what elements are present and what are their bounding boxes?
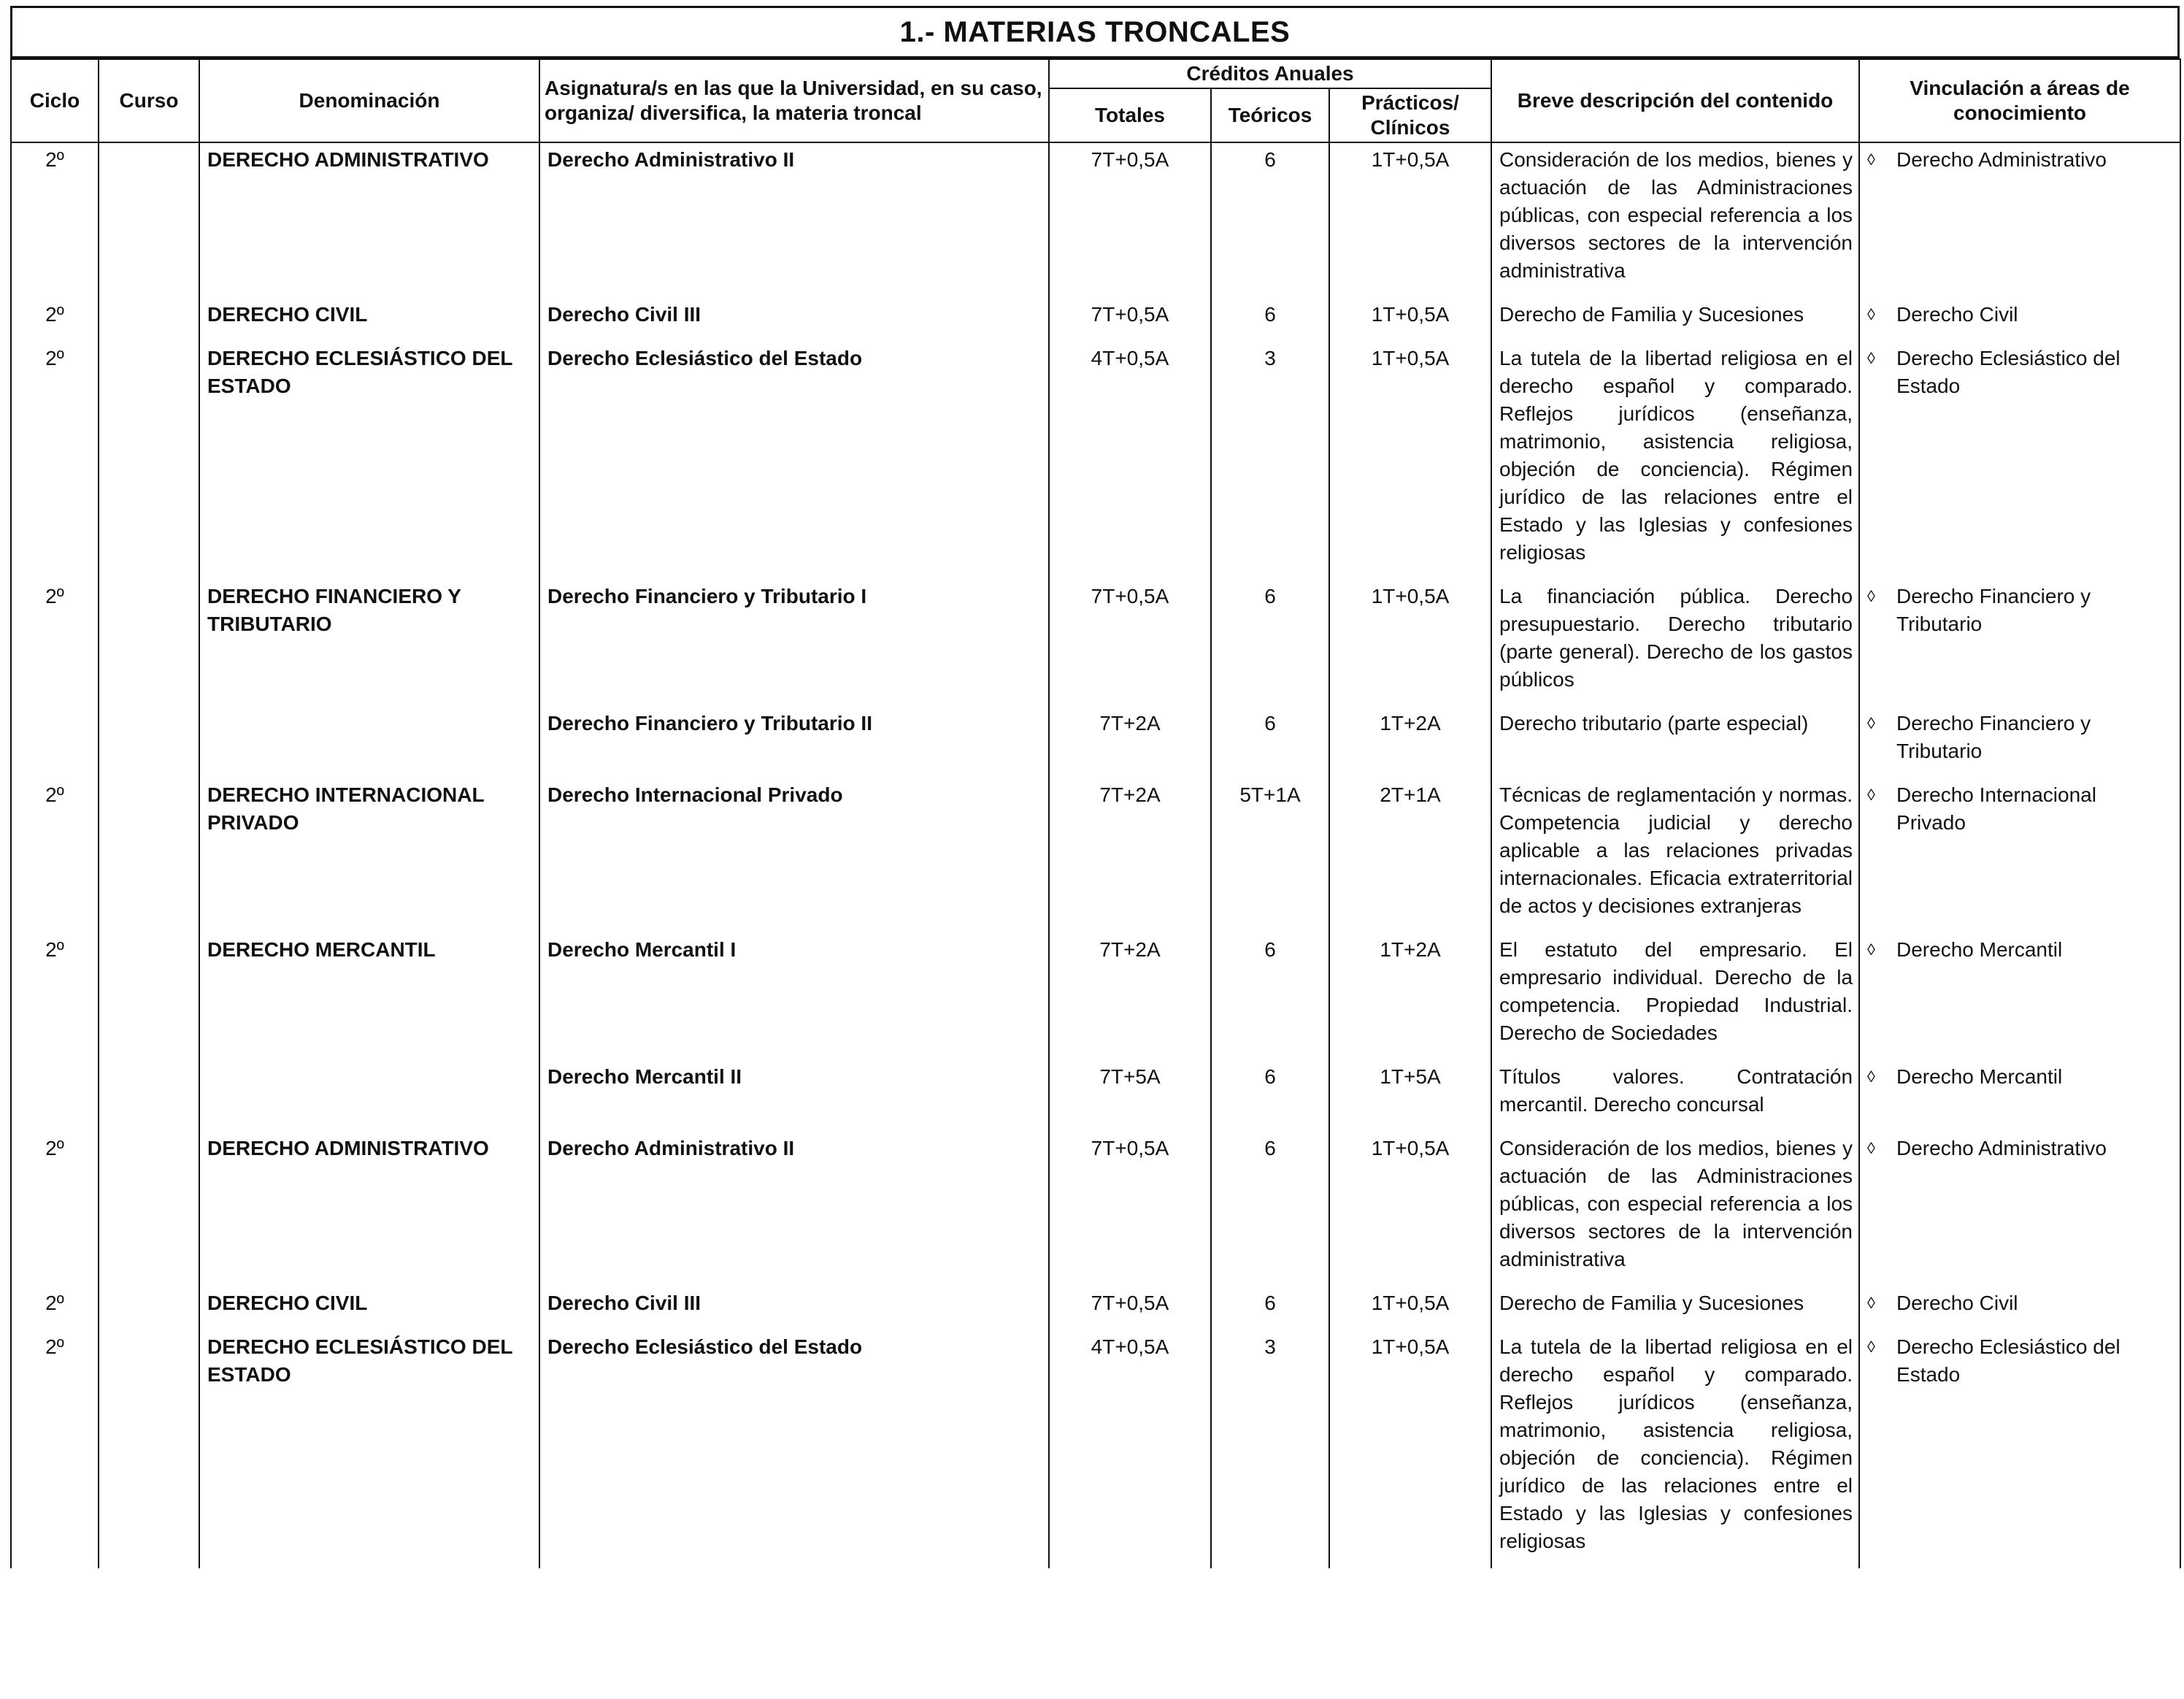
asignatura-cell: Derecho Internacional Privado xyxy=(539,778,1049,933)
creditos-teoricos-cell: 6 xyxy=(1211,1060,1329,1132)
table-row xyxy=(11,342,2180,580)
descripcion-cell: La financiación pública. Derecho presupuestario. Derecho tributario (parte general). Derecho de los gastos públicos xyxy=(1491,580,1859,707)
vinculacion-area: Derecho Financiero y Tributario xyxy=(1896,712,2091,762)
curso-cell xyxy=(99,1330,199,1568)
descripcion-cell: Derecho de Familia y Sucesiones xyxy=(1491,1286,1859,1330)
descripcion-cell: Derecho tributario (parte especial) xyxy=(1491,707,1859,778)
creditos-totales-cell: 7T+0,5A xyxy=(1049,580,1211,707)
curso-cell xyxy=(99,580,199,707)
diamond-bullet-icon: ◊ xyxy=(1867,305,1875,323)
diamond-bullet-icon: ◊ xyxy=(1867,587,1875,605)
header-curso: Curso xyxy=(99,59,199,142)
creditos-practicos-cell: 1T+0,5A xyxy=(1329,142,1491,298)
vinculacion-cell xyxy=(1859,342,2180,580)
table-row xyxy=(11,933,2180,1060)
diamond-bullet-icon: ◊ xyxy=(1867,940,1875,959)
document-sheet xyxy=(10,0,2181,1699)
ciclo-cell xyxy=(11,1060,99,1132)
table-row xyxy=(11,298,2180,342)
denominacion-cell: DERECHO CIVIL xyxy=(199,298,539,342)
table-row xyxy=(11,707,2180,778)
creditos-teoricos-cell: 6 xyxy=(1211,933,1329,1060)
creditos-teoricos-cell: 5T+1A xyxy=(1211,778,1329,933)
ciclo-cell xyxy=(11,707,99,778)
vinculacion-area: Derecho Administrativo xyxy=(1896,148,2107,171)
denominacion-cell: DERECHO ECLESIÁSTICO DEL ESTADO xyxy=(199,342,539,580)
ciclo-cell: 2º xyxy=(11,1330,99,1568)
vinculacion-cell xyxy=(1859,933,2180,1060)
asignatura-cell: Derecho Administrativo II xyxy=(539,1132,1049,1286)
creditos-teoricos-cell: 6 xyxy=(1211,707,1329,778)
diamond-bullet-icon: ◊ xyxy=(1867,150,1875,169)
table-row xyxy=(11,778,2180,933)
asignatura-cell: Derecho Mercantil I xyxy=(539,933,1049,1060)
diamond-bullet-icon: ◊ xyxy=(1867,1139,1875,1157)
denominacion-cell: DERECHO MERCANTIL xyxy=(199,933,539,1060)
asignatura-cell: Derecho Administrativo II xyxy=(539,142,1049,298)
header-practicos: Prácticos/ Clínicos xyxy=(1329,88,1491,142)
denominacion-cell: DERECHO ADMINISTRATIVO xyxy=(199,1132,539,1286)
creditos-practicos-cell: 1T+0,5A xyxy=(1329,1330,1491,1568)
curso-cell xyxy=(99,933,199,1060)
vinculacion-cell xyxy=(1859,1060,2180,1132)
descripcion-cell: Títulos valores. Contratación mercantil. Derecho concursal xyxy=(1491,1060,1859,1132)
vinculacion-area: Derecho Financiero y Tributario xyxy=(1896,585,2091,635)
asignatura-cell: Derecho Civil III xyxy=(539,298,1049,342)
header-asignatura: Asignatura/s en las que la Universidad, en su caso, organiza/ diversifica, la materia troncal xyxy=(539,59,1049,142)
asignatura-cell: Derecho Civil III xyxy=(539,1286,1049,1330)
vinculacion-area: Derecho Internacional Privado xyxy=(1896,783,2096,834)
ciclo-cell: 2º xyxy=(11,580,99,707)
header-denominacion: Denominación xyxy=(199,59,539,142)
descripcion-cell: Consideración de los medios, bienes y actuación de las Administraciones públicas, con especial referencia a los diversos sectores de la intervención administrativa xyxy=(1491,1132,1859,1286)
vinculacion-area: Derecho Civil xyxy=(1896,1292,2018,1314)
descripcion-cell: El estatuto del empresario. El empresario individual. Derecho de la competencia. Propiedad Industrial. Derecho de Sociedades xyxy=(1491,933,1859,1060)
table-header xyxy=(11,59,2180,142)
creditos-teoricos-cell: 3 xyxy=(1211,342,1329,580)
creditos-practicos-cell: 2T+1A xyxy=(1329,778,1491,933)
ciclo-cell: 2º xyxy=(11,1132,99,1286)
creditos-practicos-cell: 1T+0,5A xyxy=(1329,342,1491,580)
descripcion-cell: Técnicas de reglamentación y normas. Competencia judicial y derecho aplicable a las relaciones privadas internacionales. Eficacia extraterritorial de actos y decisiones extranjeras xyxy=(1491,778,1859,933)
descripcion-cell: Consideración de los medios, bienes y actuación de las Administraciones públicas, con especial referencia a los diversos sectores de la intervención administrativa xyxy=(1491,142,1859,298)
header-teoricos: Teóricos xyxy=(1211,88,1329,142)
creditos-teoricos-cell: 6 xyxy=(1211,142,1329,298)
vinculacion-cell xyxy=(1859,580,2180,707)
table-row xyxy=(11,1330,2180,1568)
denominacion-cell: DERECHO ADMINISTRATIVO xyxy=(199,142,539,298)
header-totales: Totales xyxy=(1049,88,1211,142)
ciclo-cell: 2º xyxy=(11,298,99,342)
ciclo-cell: 2º xyxy=(11,778,99,933)
ciclo-cell: 2º xyxy=(11,1286,99,1330)
table-row xyxy=(11,1132,2180,1286)
vinculacion-area: Derecho Eclesiástico del Estado xyxy=(1896,347,2120,397)
diamond-bullet-icon: ◊ xyxy=(1867,1294,1875,1312)
diamond-bullet-icon: ◊ xyxy=(1867,1067,1875,1086)
ciclo-cell: 2º xyxy=(11,342,99,580)
vinculacion-area: Derecho Civil xyxy=(1896,303,2018,326)
curso-cell xyxy=(99,1132,199,1286)
vinculacion-cell xyxy=(1859,1132,2180,1286)
descripcion-cell: La tutela de la libertad religiosa en el derecho español y comparado. Reflejos jurídicos (enseñanza, matrimonio, asistencia religiosa, objeción de conciencia). Régimen jurídico de las relaciones entre el Estado y las Iglesias y confesiones religiosas xyxy=(1491,1330,1859,1568)
creditos-practicos-cell: 1T+0,5A xyxy=(1329,580,1491,707)
descripcion-cell: Derecho de Familia y Sucesiones xyxy=(1491,298,1859,342)
diamond-bullet-icon: ◊ xyxy=(1867,1338,1875,1356)
diamond-bullet-icon: ◊ xyxy=(1867,714,1875,732)
vinculacion-area: Derecho Administrativo xyxy=(1896,1137,2107,1159)
creditos-practicos-cell: 1T+2A xyxy=(1329,707,1491,778)
creditos-totales-cell: 7T+0,5A xyxy=(1049,298,1211,342)
denominacion-cell xyxy=(199,707,539,778)
creditos-practicos-cell: 1T+0,5A xyxy=(1329,1286,1491,1330)
creditos-totales-cell: 7T+0,5A xyxy=(1049,142,1211,298)
creditos-totales-cell: 4T+0,5A xyxy=(1049,342,1211,580)
asignatura-cell: Derecho Eclesiástico del Estado xyxy=(539,342,1049,580)
creditos-teoricos-cell: 6 xyxy=(1211,298,1329,342)
creditos-teoricos-cell: 3 xyxy=(1211,1330,1329,1568)
table-row xyxy=(11,1286,2180,1330)
creditos-practicos-cell: 1T+5A xyxy=(1329,1060,1491,1132)
curso-cell xyxy=(99,298,199,342)
asignatura-cell: Derecho Financiero y Tributario II xyxy=(539,707,1049,778)
vinculacion-area: Derecho Mercantil xyxy=(1896,938,2063,961)
table-row xyxy=(11,142,2180,298)
materias-table xyxy=(10,58,2181,1568)
creditos-totales-cell: 7T+2A xyxy=(1049,707,1211,778)
curso-cell xyxy=(99,707,199,778)
denominacion-cell: DERECHO CIVIL xyxy=(199,1286,539,1330)
creditos-totales-cell: 7T+2A xyxy=(1049,778,1211,933)
vinculacion-cell xyxy=(1859,142,2180,298)
vinculacion-cell xyxy=(1859,778,2180,933)
header-breve-descripcion: Breve descripción del contenido xyxy=(1491,59,1859,142)
vinculacion-cell xyxy=(1859,298,2180,342)
curso-cell xyxy=(99,342,199,580)
denominacion-cell: DERECHO FINANCIERO Y TRIBUTARIO xyxy=(199,580,539,707)
ciclo-cell: 2º xyxy=(11,933,99,1060)
denominacion-cell xyxy=(199,1060,539,1132)
creditos-practicos-cell: 1T+0,5A xyxy=(1329,1132,1491,1286)
creditos-totales-cell: 7T+2A xyxy=(1049,933,1211,1060)
creditos-teoricos-cell: 6 xyxy=(1211,1286,1329,1330)
header-creditos-anuales: Créditos Anuales xyxy=(1049,59,1491,88)
curso-cell xyxy=(99,142,199,298)
creditos-practicos-cell: 1T+0,5A xyxy=(1329,298,1491,342)
creditos-totales-cell: 7T+0,5A xyxy=(1049,1286,1211,1330)
asignatura-cell: Derecho Financiero y Tributario I xyxy=(539,580,1049,707)
vinculacion-cell xyxy=(1859,1330,2180,1568)
curso-cell xyxy=(99,1286,199,1330)
denominacion-cell: DERECHO INTERNACIONAL PRIVADO xyxy=(199,778,539,933)
denominacion-cell: DERECHO ECLESIÁSTICO DEL ESTADO xyxy=(199,1330,539,1568)
section-title: 1.- MATERIAS TRONCALES xyxy=(10,6,2180,58)
diamond-bullet-icon: ◊ xyxy=(1867,786,1875,804)
creditos-teoricos-cell: 6 xyxy=(1211,1132,1329,1286)
curso-cell xyxy=(99,1060,199,1132)
creditos-teoricos-cell: 6 xyxy=(1211,580,1329,707)
vinculacion-cell xyxy=(1859,707,2180,778)
header-vinculacion: Vinculación a áreas de conocimiento xyxy=(1859,59,2180,142)
diamond-bullet-icon: ◊ xyxy=(1867,349,1875,367)
asignatura-cell: Derecho Eclesiástico del Estado xyxy=(539,1330,1049,1568)
creditos-totales-cell: 7T+0,5A xyxy=(1049,1132,1211,1286)
vinculacion-cell xyxy=(1859,1286,2180,1330)
vinculacion-area: Derecho Mercantil xyxy=(1896,1065,2063,1088)
asignatura-cell: Derecho Mercantil II xyxy=(539,1060,1049,1132)
header-ciclo: Ciclo xyxy=(11,59,99,142)
ciclo-cell: 2º xyxy=(11,142,99,298)
descripcion-cell: La tutela de la libertad religiosa en el derecho español y comparado. Reflejos jurídicos (enseñanza, matrimonio, asistencia religiosa, objeción de conciencia). Régimen jurídico de las relaciones entre el Estado y las Iglesias y confesiones religiosas xyxy=(1491,342,1859,580)
table-row xyxy=(11,1060,2180,1132)
curso-cell xyxy=(99,778,199,933)
table-row xyxy=(11,580,2180,707)
vinculacion-area: Derecho Eclesiástico del Estado xyxy=(1896,1335,2120,1386)
creditos-totales-cell: 4T+0,5A xyxy=(1049,1330,1211,1568)
table-body xyxy=(11,142,2180,1568)
creditos-practicos-cell: 1T+2A xyxy=(1329,933,1491,1060)
creditos-totales-cell: 7T+5A xyxy=(1049,1060,1211,1132)
